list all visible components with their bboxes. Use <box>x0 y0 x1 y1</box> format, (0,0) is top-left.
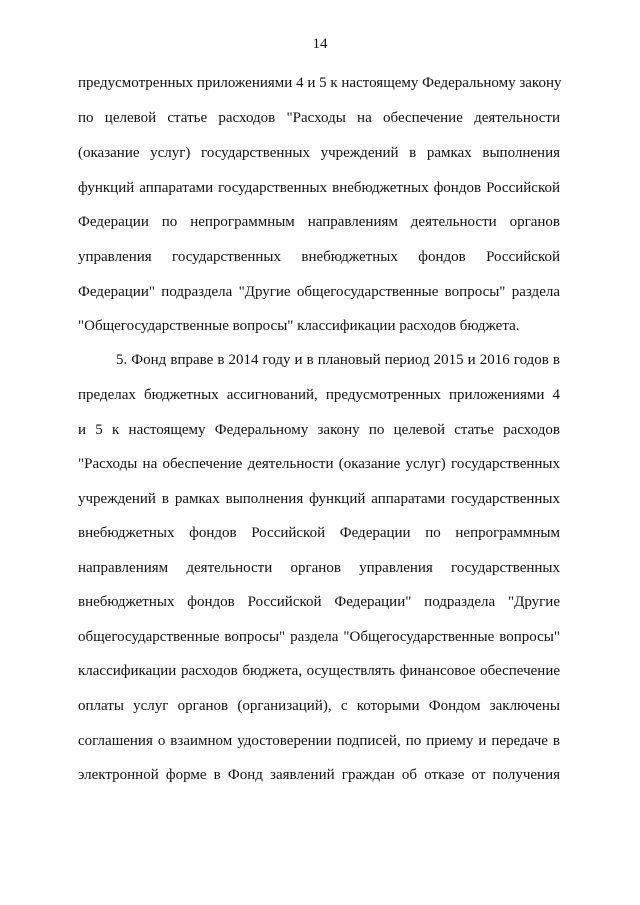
text-line: соглашения о взаимном удостоверении подписей, по приему и передаче в <box>78 733 560 749</box>
text-line: направлениям деятельности органов управления государственных <box>78 560 560 576</box>
text-line: Федерации по непрограммным направлениям деятельности органов <box>78 214 560 230</box>
text-line: "Расходы на обеспечение деятельности (оказание услуг) государственных <box>78 456 560 472</box>
text-line: электронной форме в Фонд заявлений граждан об отказе от получения <box>78 767 560 783</box>
text-line: управления государственных внебюджетных фондов Российской <box>78 249 560 265</box>
text-line: "Общегосударственные вопросы" классификации расходов бюджета. <box>78 318 520 334</box>
page-number: 14 <box>312 36 328 52</box>
text-line: классификации расходов бюджета, осуществлять финансовое обеспечение <box>78 663 560 679</box>
text-line: внебюджетных фондов Российской Федерации" подраздела "Другие <box>78 594 560 610</box>
text-line: Федерации" подраздела "Другие общегосударственные вопросы" раздела <box>78 284 560 300</box>
text-line: функций аппаратами государственных внебюджетных фондов Российской <box>78 180 560 196</box>
text-line: общегосударственные вопросы" раздела "Общегосударственные вопросы" <box>78 629 560 645</box>
text-line: (оказание услуг) государственных учреждений в рамках выполнения <box>78 145 560 161</box>
text-line: учреждений в рамках выполнения функций аппаратами государственных <box>78 491 560 507</box>
text-line: внебюджетных фондов Российской Федерации по непрограммным <box>78 525 560 541</box>
text-line: предусмотренных приложениями 4 и 5 к настоящему Федеральному закону <box>78 75 562 91</box>
text-line: пределах бюджетных ассигнований, предусмотренных приложениями 4 <box>78 387 560 403</box>
text-line: по целевой статье расходов "Расходы на обеспечение деятельности <box>78 110 560 126</box>
text-line: оплаты услуг органов (организаций), с которыми Фондом заключены <box>78 698 560 714</box>
text-line: 5. Фонд вправе в 2014 году и в плановый период 2015 и 2016 годов в <box>116 352 560 368</box>
text-line: и 5 к настоящему Федеральному закону по целевой статье расходов <box>78 422 560 438</box>
